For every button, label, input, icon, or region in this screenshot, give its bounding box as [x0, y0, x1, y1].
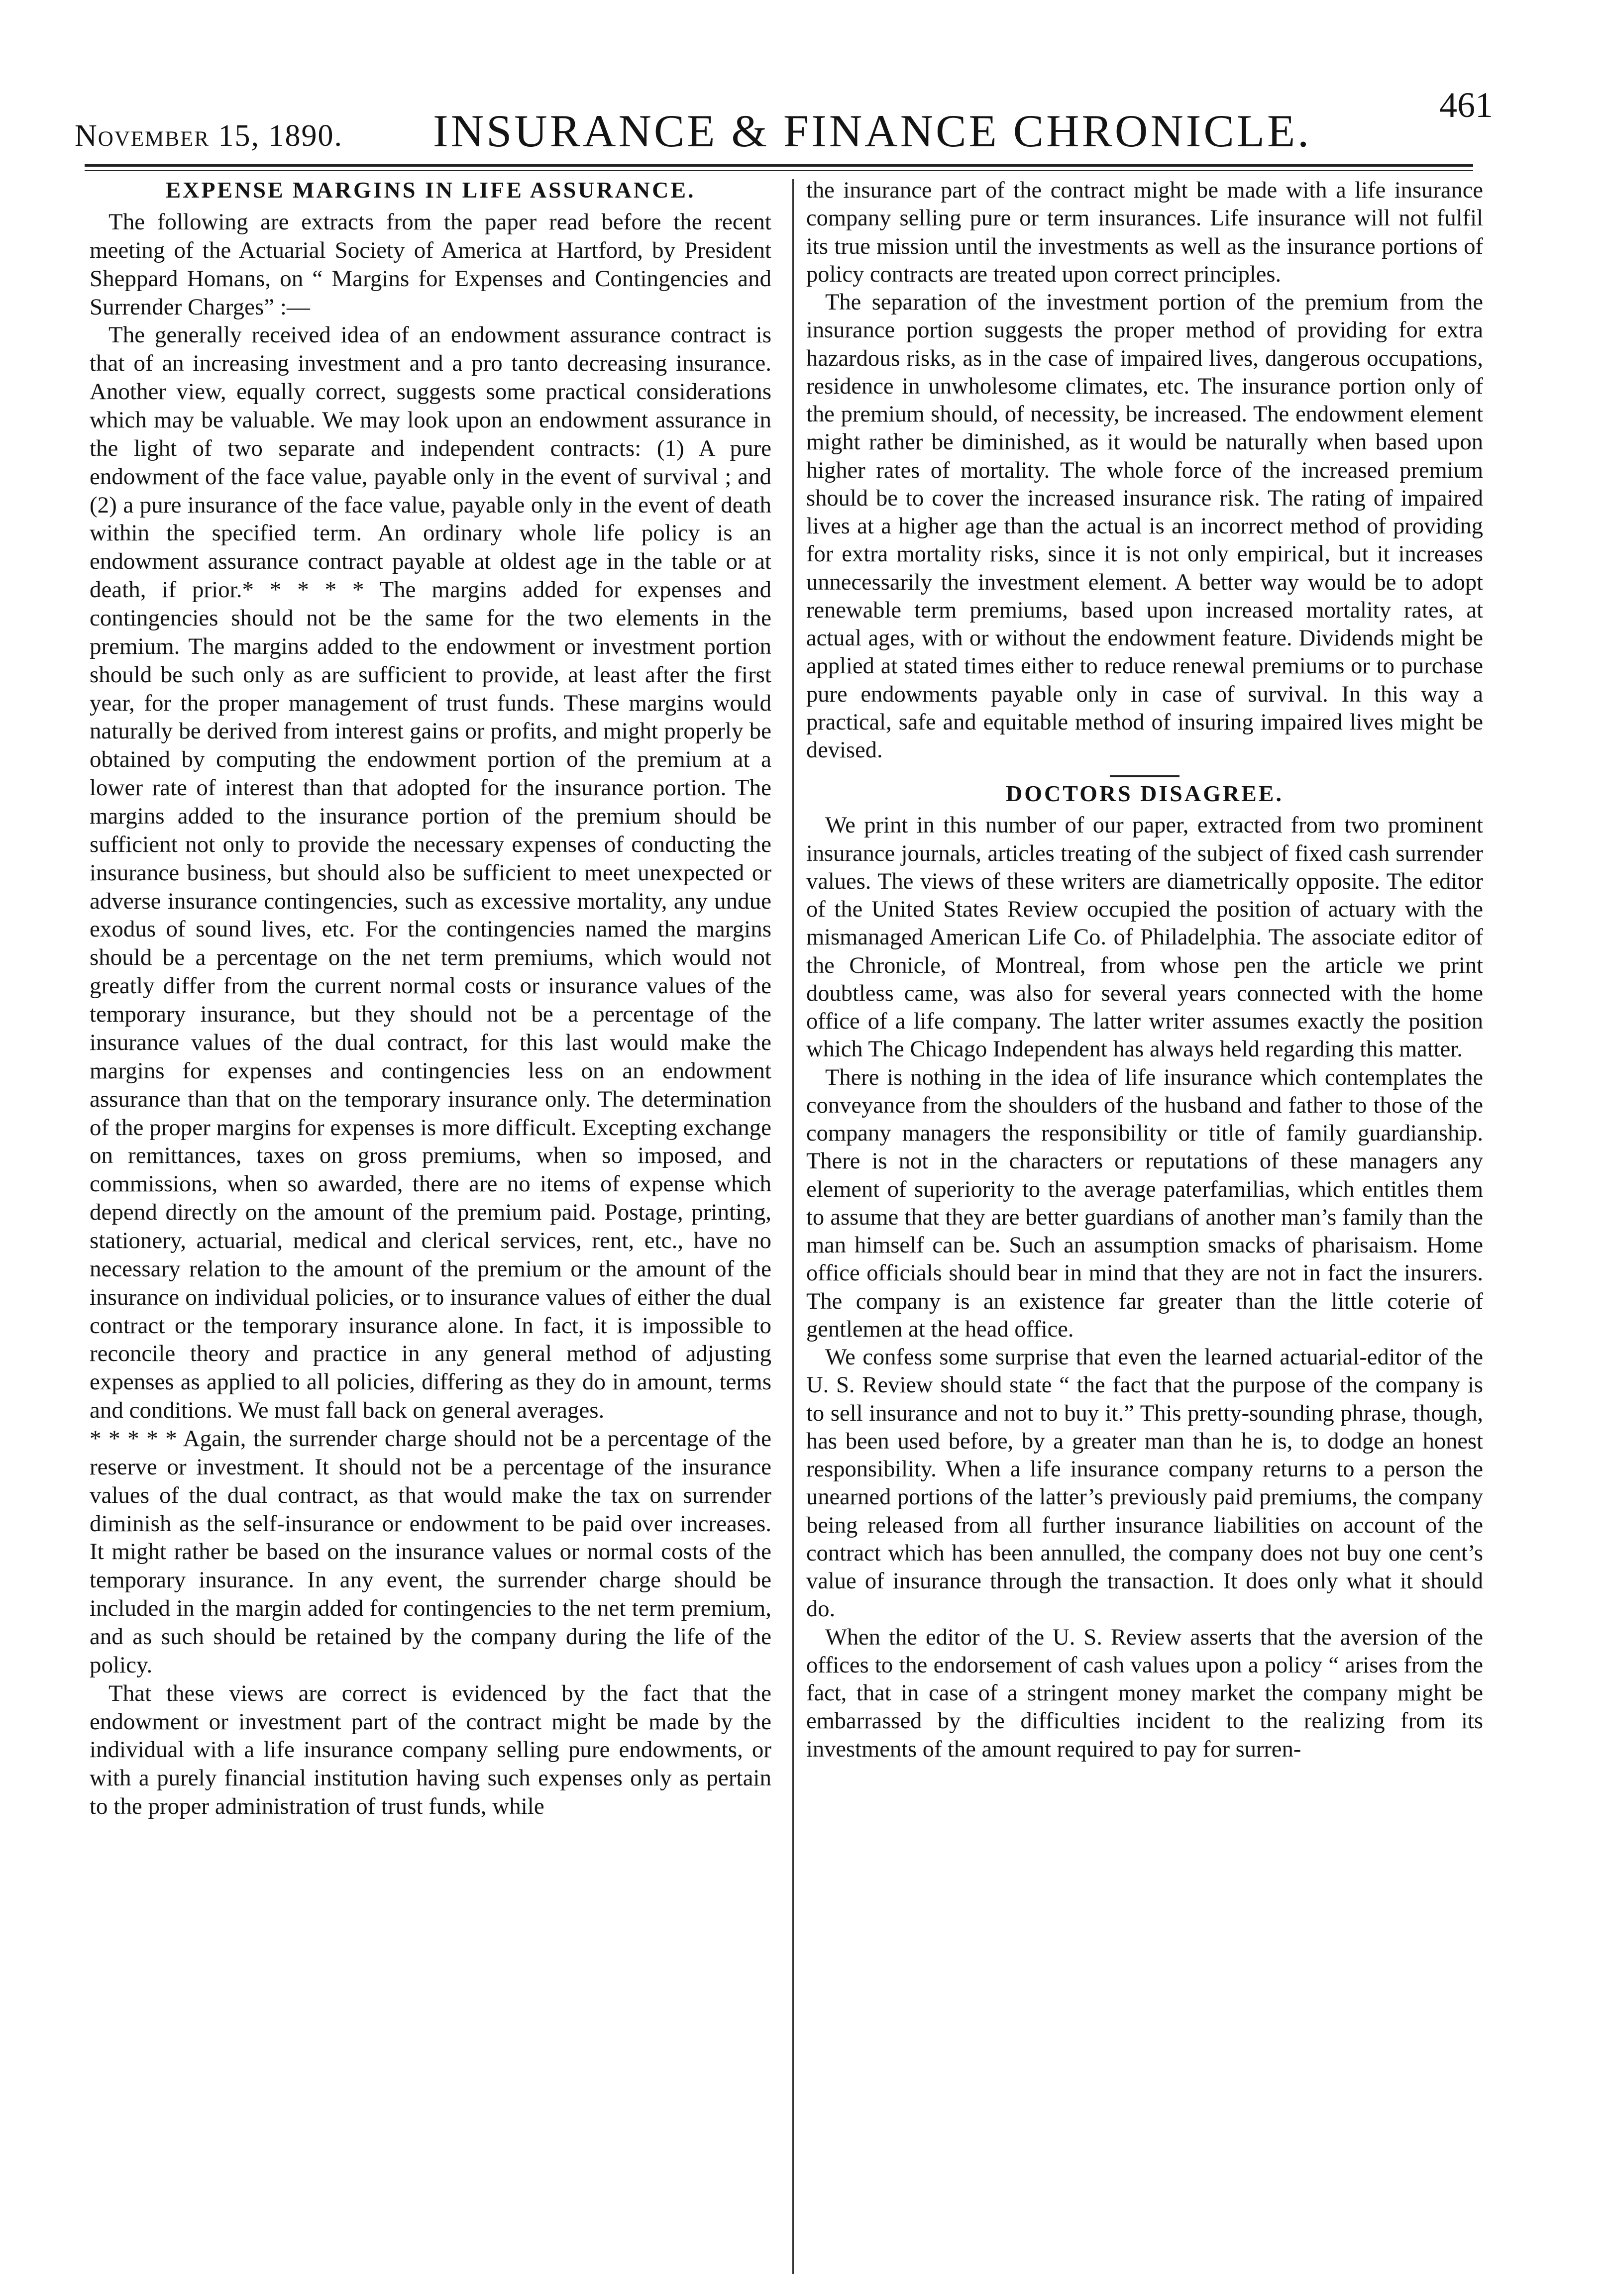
article-paragraph: There is nothing in the idea of life insurance which contemplates the conveyance from the shoulders of the husband and father to those of the company managers the responsibility or title of family guardianship. There is not in the characters or reputations of these managers any element of superiority to the average paterfamilias, which entitles them to assume that they are better guardians of another man’s family than the man himself can be. Such an assumption smacks of pharisaism. Home office officials should bear in mind that they are not in fact the insurers. The company is an existence far greater than the little coterie of gentlemen at the head office.: [806, 1064, 1483, 1342]
issue-date: November 15, 1890.: [75, 119, 343, 153]
article-paragraph: * * * * * Again, the surrender charge should not be a percentage of the reserve or investment. It should not be a percentage of the insurance values of the dual contract, as that would make the tax on surrender diminish as the self-insurance or endowment to be paid over increases. It might rather be based on the insurance values or normal costs of the temporary insurance. In any event, the surrender charge should be included in the margin added for contingencies to the net term premium, and as such should be retained by the company during the life of the policy.: [90, 1425, 771, 1678]
right-column: [806, 177, 1483, 1764]
header-rule: [85, 164, 1473, 167]
article-paragraph-continued: the insurance part of the contract might be made with a life insurance company selling pure or term insurances. Life insurance will not fulfil its true mission until the investments as well as the insurance portions of policy contracts are treated upon correct principles.: [806, 178, 1483, 287]
header-rule-thin: [85, 170, 1473, 171]
article-paragraph: The following are extracts from the paper read before the recent meeting of the Actuarial Society of America at Hartford, by President Sheppard Homans, on “ Margins for Expenses and Contingencies and Surrender Charges” :—: [90, 209, 771, 320]
article-paragraph: We confess some surprise that even the learned actuarial-editor of the U. S. Review should state “ the fact that the purpose of the company is to sell insurance and not to buy it.” This pretty-sounding phrase, though, has been used before, by a greater man than he is, to dodge an honest responsibility. When a life insurance company returns to a person the unearned portions of the latter’s previously paid premiums, the company being released from all further insurance liabilities on account of the contract which has been annulled, the company does not buy one cent’s value of insurance through the transaction. It does only what it should do.: [806, 1345, 1483, 1622]
article-paragraph: That these views are correct is evidenced by the fact that the endowment or investment part of the contract might be made by the individual with a life insurance company selling pure endowments, or with a purely financial institution having such expenses only as pertain to the proper administration of trust funds, while: [90, 1680, 771, 1820]
page-header: [75, 85, 1493, 159]
publication-title: INSURANCE & FINANCE CHRONICLE.: [433, 105, 1312, 156]
column-divider: [792, 179, 794, 2274]
article-paragraph: When the editor of the U. S. Review asserts that the aversion of the offices to the endorsement of cash values upon a policy “ arises from the fact, that in case of a stringent money market the company might be embarrassed by the difficulties incident to the realizing from its investments of the amount required to pay for surren-: [806, 1624, 1483, 1762]
article-title-doctors-disagree: DOCTORS DISAGREE.: [1006, 781, 1284, 807]
article-paragraph: The separation of the investment portion of the premium from the insurance portion suggests the proper method of providing for extra hazardous risks, as in the case of impaired lives, dangerous occupations, residence in unwholesome climates, etc. The insurance portion only of the premium should, of necessity, be increased. The endowment element might rather be diminished, as it would be naturally when based upon higher rates of mortality. The whole force of the increased premium should be to cover the increased insurance risk. The rating of impaired lives at a higher age than the actual is an incorrect method of providing for extra mortality risks, since it is not only empirical, but it increases unnecessarily the investment element. A better way would be to adopt renewable term premiums, based upon increased mortality rates, at actual ages, with or without the endowment feature. Dividends might be applied at stated times either to reduce renewal premiums or to purchase pure endowments payable only in case of survival. In this way a practical, safe and equitable method of insuring impaired lives might be devised.: [806, 290, 1483, 763]
article-paragraph: We print in this number of our paper, extracted from two prominent insurance journals, articles treating of the subject of fixed cash surrender values. The views of these writers are diametrically opposite. The editor of the United States Review occupied the position of actuary with the mismanaged American Life Co. of Philadelphia. The associate editor of the Chronicle, of Montreal, from whose pen the article we print doubtless came, was also for several years connected with the home office of a life company. The latter writer assumes exactly the position which The Chicago Independent has always held regarding this matter.: [806, 813, 1483, 1062]
article-separator: [1110, 775, 1179, 777]
page-number: 461: [1439, 85, 1493, 125]
article-paragraph: The generally received idea of an endowment assurance contract is that of an increasing investment and a pro tanto decreasing insurance. Another view, equally correct, suggests some practical considerations which may be valuable. We may look upon an endowment assurance in the light of two separate and independent contracts: (1) A pure endowment of the face value, payable only in the event of survival ; and (2) a pure insurance of the face value, payable only in the event of death within the specified term. An ordinary whole life policy is an endowment assurance contract payable at oldest age in the table or at death, if prior.* * * * * The margins added for expenses and contingencies should not be the same for the two elements in the premium. The margins added to the endowment or investment portion should be such only as are sufficient to provide, at least after the first year, for the proper management of trust funds. These margins would naturally be derived from interest gains or profits, and might properly be obtained by computing the endowment portion of the premium at a lower rate of interest than that adopted for the insurance portion. The margins added to the insurance portion of the premium should be sufficient not only to provide the necessary expenses of conducting the insurance business, but should also be sufficient to meet unexpected or adverse insurance contingencies, such as excessive mortality, any undue exodus of sound lives, etc. For the contingencies named the margins should be a percentage on the net term premiums, which would not greatly differ from the current normal costs or insurance values of the temporary insurance, but they should not be a percentage of the insurance values of the dual contract, for this last would make the margins for expenses and contingencies less on an endowment assurance than that on the temporary insurance only. The determination of the proper margins for expenses is more difficult. Excepting exchange on remittances, taxes on gross premiums, when so imposed, and commissions, when so awarded, there are no items of expense which depend directly on the amount of the premium paid. Postage, printing, stationery, actuarial, medical and clerical services, rent, etc., have no necessary relation to the amount of the premium or the amount of the insurance on individual policies, or to insurance values of either the dual contract or the temporary insurance alone. In fact, it is impossible to reconcile theory and practice in any general method of adjusting expenses as applied to all policies, differing as they do in amount, terms and conditions. We must fall back on general averages.: [90, 322, 771, 1424]
article-title-expense-margins: EXPENSE MARGINS IN LIFE ASSURANCE.: [165, 177, 696, 203]
left-column: [90, 177, 771, 1821]
